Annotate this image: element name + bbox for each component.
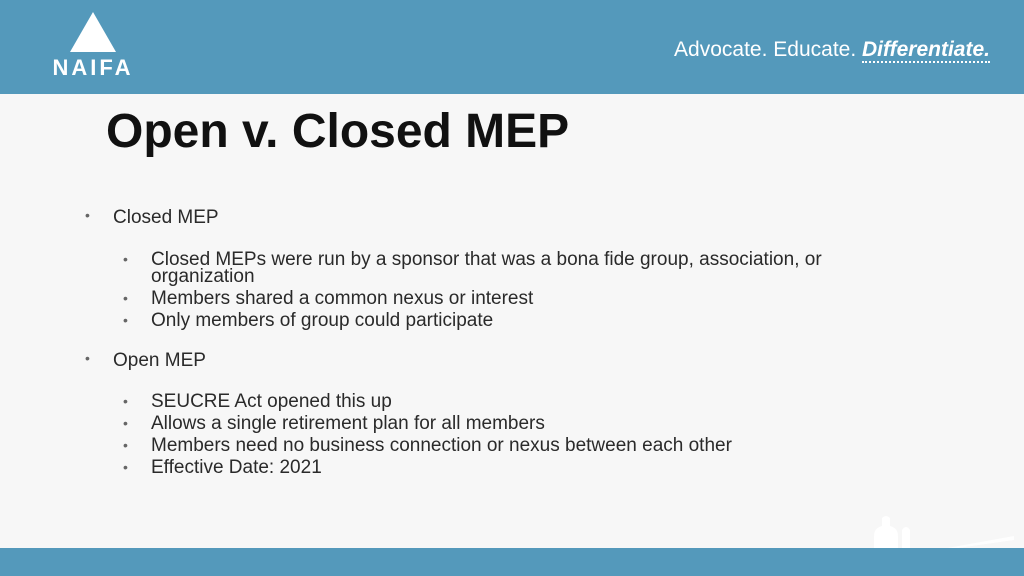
footer-bar: [0, 548, 1024, 576]
list-item: • Members need no business connection or nexus between each other: [151, 437, 891, 454]
header-bar: [0, 0, 1024, 94]
logo-text: NAIFA: [52, 55, 134, 80]
slide-title: Open v. Closed MEP: [106, 105, 570, 158]
capitol-watermark-icon: [864, 496, 1024, 556]
list-item: • Effective Date: 2021: [151, 459, 891, 476]
naifa-logo: [46, 12, 140, 84]
list-item: • SEUCRE Act opened this up: [151, 393, 891, 410]
tagline-part1: Advocate. Educate.: [674, 38, 857, 61]
section-label-closed: • Closed MEP: [113, 207, 219, 229]
list-item: • Allows a single retirement plan for all members: [151, 415, 891, 432]
tagline: [674, 38, 990, 62]
section-label-open: • Open MEP: [113, 350, 206, 372]
list-item: • Members shared a common nexus or interest: [151, 290, 891, 307]
list-item: • Closed MEPs were run by a sponsor that was a bona fide group, association, or organization: [151, 251, 891, 285]
list-item: • Only members of group could participate: [151, 312, 891, 329]
triangle-logo-icon: [70, 12, 116, 52]
tagline-part2: Differentiate.: [862, 38, 990, 61]
